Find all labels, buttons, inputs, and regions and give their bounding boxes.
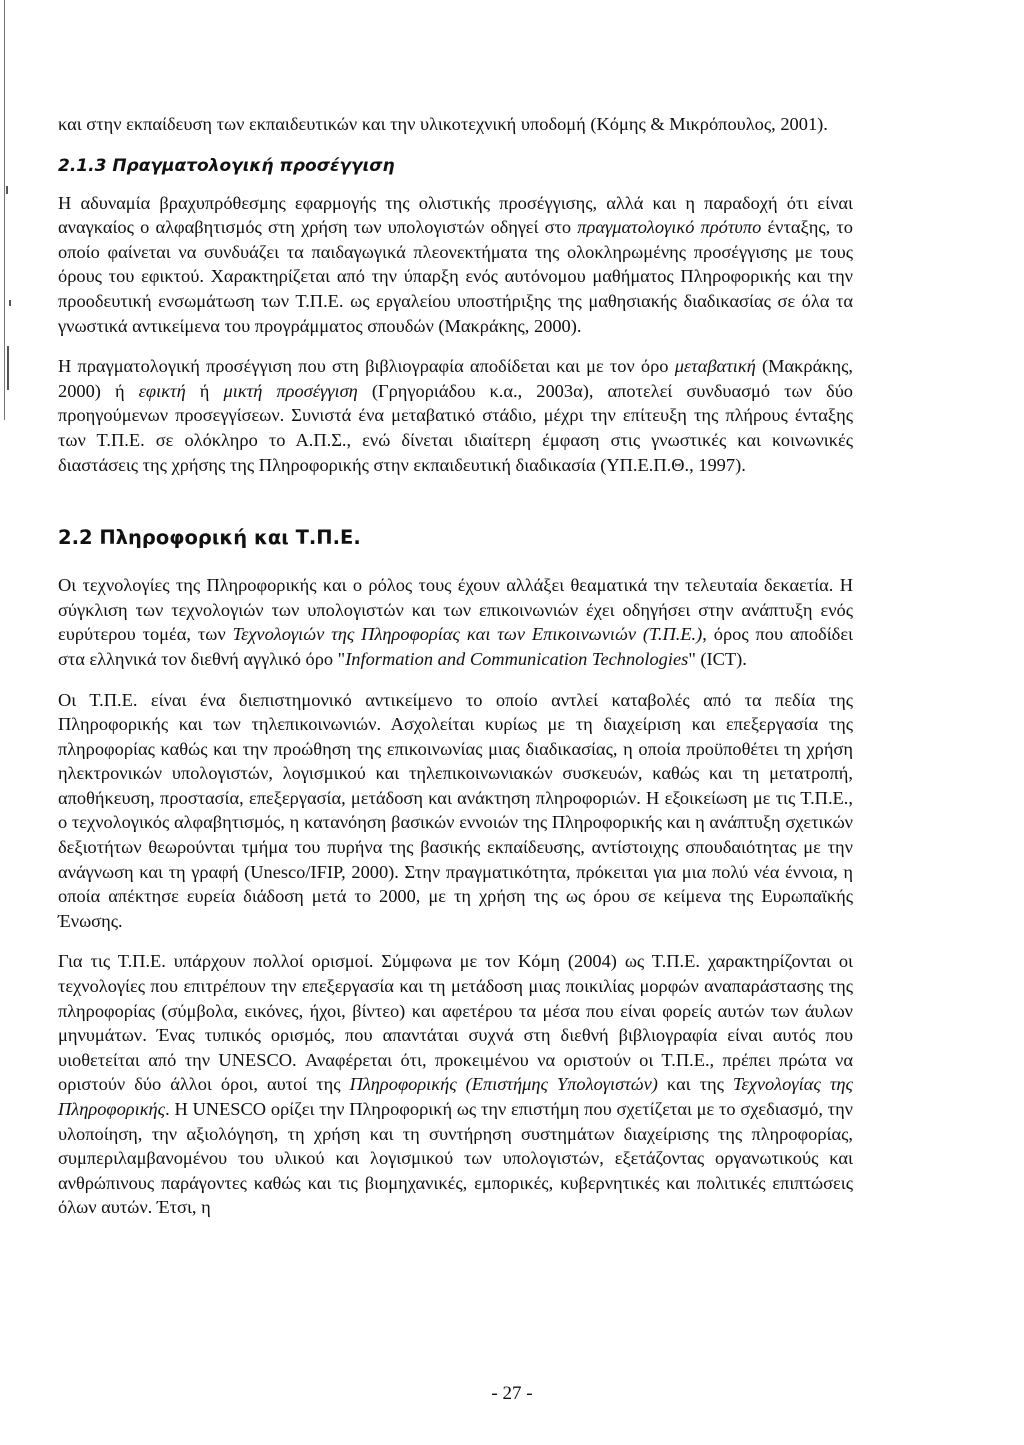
page-number: - 27 - bbox=[491, 1383, 533, 1404]
scan-edge-mark bbox=[7, 346, 9, 390]
text-run: Για τις Τ.Π.Ε. υπάρχουν πολλοί ορισμοί. Σύμφωνα με τον Κόμη (2004) ως Τ.Π.Ε. χαρακτηρίζονται οι τεχνολογίες που επιτρέπουν την επεξεργασία και τη μετάδοση μιας ποικιλίας μορφών αναπαράστασης της πληροφορίας (σύμβολα, εικόνες, ήχοι, βίντεο) και αφετέρου τα μέσα που είναι φορείς αυτών των άυλων μηνυμάτων. Ένας τυπικός ορισμός, που απαντάται συχνά στη διεθνή βιβλιογραφία είναι αυτός που υιοθετείται από την UNESCO. Αναφέρεται ότι, προκειμένου να οριστούν οι Τ.Π.Ε., πρέπει πρώτα να οριστούν δύο άλλοι όροι, αυτοί της bbox=[58, 951, 853, 1095]
italic-term: πραγματολογικό πρότυπο bbox=[577, 217, 762, 238]
scan-edge-line bbox=[4, 0, 5, 420]
italic-term: Information and Communication Technologies bbox=[345, 648, 689, 669]
text-run: . Η UNESCO ορίζει την Πληροφορική ως την επιστήμη που σχετίζεται με το σχεδιασμό, την υλοποίηση, την αξιολόγηση, τη χρήση και τη συντήρηση συστημάτων διαχείρισης της πληροφορίας, συμπεριλαμβανομένου του υλικού και λογισμικού των υπολογιστών, εξετάζοντας οργανωτικούς και ανθρώπινους παράγοντες καθώς και τις βιομηχανικές, εμπορικές, κυβερνητικές και πολιτικές επιπτώσεις όλων αυτών. Έτσι, η bbox=[58, 1099, 853, 1218]
italic-term: Πληροφορικής (Επιστήμης Υπολογιστών) bbox=[349, 1074, 658, 1095]
italic-term: Τεχνολογίας της Πληροφορικής bbox=[58, 1074, 853, 1119]
text-run: (Μακράκης, 2000) ή bbox=[58, 356, 853, 401]
paragraph-2-2-2 bbox=[58, 688, 853, 934]
italic-term: μικτή προσέγγιση bbox=[223, 380, 358, 401]
paragraph-2-1-3-2 bbox=[58, 354, 853, 477]
paragraph-2-2-1 bbox=[58, 573, 853, 671]
document-page bbox=[58, 112, 853, 1220]
text-run: (Γρηγοριάδου κ.α., 2003α), αποτελεί συνδυασμό των δύο προηγούμενων προσεγγίσεων. Συνιστά ένα μεταβατικό στάδιο, μέχρι την επίτευξη της πλήρους ένταξης των Τ.Π.Ε. σε ολόκληρο το Α.Π.Σ., ενώ δίνεται ιδιαίτερη έμφαση στις γνωστικές και κοινωνικές διαστάσεις της χρήσης της Πληροφορικής στην εκπαιδευτική διαδικασία (ΥΠ.Ε.Π.Θ., 1997). bbox=[58, 380, 853, 475]
intro-paragraph: και στην εκπαίδευση των εκπαιδευτικών και την υλικοτεχνική υποδομή (Κόμης & Μικρόπουλος, 2001). bbox=[58, 114, 828, 134]
paragraph-2-2-3 bbox=[58, 949, 853, 1220]
italic-term: μεταβατική bbox=[674, 356, 756, 377]
text-run: " (ICT). bbox=[688, 648, 747, 669]
text-run: Οι Τ.Π.Ε. είναι ένα διεπιστημονικό αντικείμενο το οποίο αντλεί καταβολές από τα πεδία της Πληροφορικής και των τηλεπικοινωνιών. Ασχολείται κυρίως με τη διαχείριση και επεξεργασία της πληροφορίας καθώς και την προώθηση της επικοινωνίας μιας διαδικασίας, η οποία προϋποθέτει τη χρήση ηλεκτρονικών υπολογιστών, λογισμικού και τηλεπικοινωνιακών συσκευών, καθώς και τη μετατροπή, αποθήκευση, προστασία, επεξεργασία, μετάδοση και ανάκτηση πληροφοριών. Η εξοικείωση με τις Τ.Π.Ε., ο τεχνολογικός αλφαβητισμός, η κατανόηση βασικών εννοιών της Πληροφορικής και η ανάπτυξη σχετικών δεξιοτήτων θεωρούνται τμήμα του πυρήνα της βασικής εκπαίδευσης, αντίστοιχης σπουδαιότητας με την ανάγνωση και τη γραφή (Unesco/IFIP, 2000). Στην πραγματικότητα, πρόκειται για μια πολύ νέα έννοια, η οποία απέκτησε ευρεία διάδοση μετά το 2000, με τη χρήση της ως όρου σε κείμενα της Ευρωπαϊκής Ένωσης. bbox=[58, 689, 853, 931]
scan-edge-mark bbox=[6, 186, 8, 194]
text-run: ένταξης, το οποίο φαίνεται να συνδυάζει τα παιδαγωγικά πλεονεκτήματα της ολοκληρωμένης προσέγγισης με τους όρους του εφικτού. Χαρακτηρίζεται από την ύπαρξη ενός αυτόνομου μαθήματος Πληροφορικής και την προοδευτική ενσωμάτωση των Τ.Π.Ε. ως εργαλείου υποστήριξης της μαθησιακής διαδικασίας σε όλα τα γνωστικά αντικείμενα του προγράμματος σπουδών (Μακράκης, 2000). bbox=[58, 217, 853, 336]
text-run: Οι τεχνολογίες της Πληροφορικής και ο ρόλος τους έχουν αλλάξει θεαματικά την τελευταία δεκαετία. Η σύγκλιση των τεχνολογιών των υπολογιστών και των επικοινωνιών έχει οδηγήσει στην ανάπτυξη ενός ευρύτερου τομέα, των bbox=[58, 575, 853, 645]
text-run: και της bbox=[657, 1074, 733, 1095]
scan-edge-mark bbox=[9, 300, 11, 306]
italic-term: Τεχνολογιών της Πληροφορίας και των Επικοινωνιών (Τ.Π.Ε.) bbox=[232, 624, 703, 645]
italic-term: εφικτή bbox=[138, 380, 186, 401]
paragraph-2-1-3-1 bbox=[58, 191, 853, 339]
section-heading-2-1-3: 2.1.3 Πραγματολογική προσέγγιση bbox=[58, 155, 395, 176]
section-heading-2-2: 2.2 Πληροφορική και Τ.Π.Ε. bbox=[58, 526, 361, 550]
text-run: ή bbox=[185, 380, 224, 401]
text-run: Η αδυναμία βραχυπρόθεσμης εφαρμογής της ολιστικής προσέγγισης, αλλά και η παραδοχή ότι είναι αναγκαίος ο αλφαβητισμός στη χρήση των υπολογιστών οδηγεί στο bbox=[58, 192, 853, 238]
text-run: Η πραγματολογική προσέγγιση που στη βιβλιογραφία αποδίδεται και με τον όρο bbox=[58, 356, 675, 377]
text-run: , όρος που αποδίδει στα ελληνικά τον διεθνή αγγλικό όρο " bbox=[58, 624, 853, 669]
